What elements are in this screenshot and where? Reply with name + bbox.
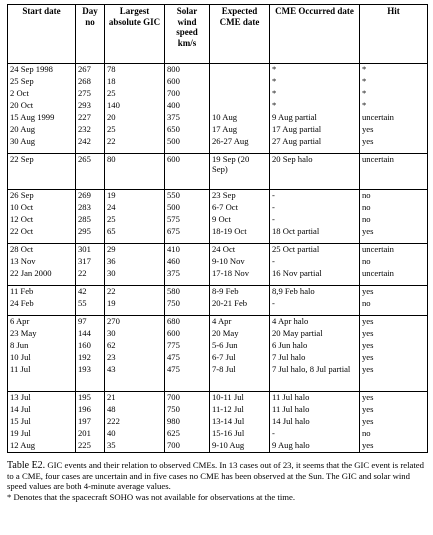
header-solar-wind-speed: Solar wind speed km/s — [165, 5, 210, 64]
table-row — [8, 244, 428, 257]
cell-day-no: 283 — [76, 202, 105, 214]
cell-solar-wind-speed: 375 — [165, 268, 210, 280]
table-row — [8, 268, 428, 280]
cell-hit: * — [360, 64, 428, 77]
cell-cme-occurred-date: 17 Aug partial — [270, 124, 360, 136]
cell-cme-occurred-date: - — [270, 214, 360, 226]
cell-start-date: 13 Jul — [8, 391, 76, 404]
cell-solar-wind-speed: 500 — [165, 202, 210, 214]
cell-day-no: 201 — [76, 428, 105, 440]
cell-largest-gic: 24 — [105, 202, 165, 214]
table-body — [8, 64, 428, 453]
cell-start-date: 20 Oct — [8, 100, 76, 112]
cell-start-date: 30 Aug — [8, 136, 76, 148]
cell-day-no: 301 — [76, 244, 105, 257]
cell-start-date: 15 Jul — [8, 416, 76, 428]
table-row — [8, 440, 428, 453]
cell-start-date: 22 Sep — [8, 154, 76, 185]
cell-day-no: 227 — [76, 112, 105, 124]
cell-largest-gic: 78 — [105, 64, 165, 77]
cell-expected-cme-date — [210, 76, 270, 88]
table-row — [8, 428, 428, 440]
cell-hit: no — [360, 202, 428, 214]
cell-start-date: 10 Oct — [8, 202, 76, 214]
cell-solar-wind-speed: 475 — [165, 364, 210, 386]
cell-largest-gic: 65 — [105, 226, 165, 238]
cell-hit: yes — [360, 391, 428, 404]
cell-cme-occurred-date: - — [270, 202, 360, 214]
cell-day-no: 293 — [76, 100, 105, 112]
cell-cme-occurred-date: * — [270, 64, 360, 77]
cell-solar-wind-speed: 460 — [165, 256, 210, 268]
cell-largest-gic: 25 — [105, 124, 165, 136]
cell-largest-gic: 25 — [105, 88, 165, 100]
cell-day-no: 22 — [76, 268, 105, 280]
cell-hit: yes — [360, 404, 428, 416]
header-hit: Hit — [360, 5, 428, 64]
cell-day-no: 225 — [76, 440, 105, 453]
cell-largest-gic: 30 — [105, 328, 165, 340]
cell-cme-occurred-date: 4 Apr halo — [270, 316, 360, 329]
cell-largest-gic: 222 — [105, 416, 165, 428]
table-row — [8, 316, 428, 329]
cell-start-date: 2 Oct — [8, 88, 76, 100]
cell-cme-occurred-date: 7 Jul halo — [270, 352, 360, 364]
cell-hit: yes — [360, 226, 428, 238]
cell-hit: * — [360, 76, 428, 88]
cell-cme-occurred-date: 20 Sep halo — [270, 154, 360, 185]
cell-day-no: 232 — [76, 124, 105, 136]
cell-solar-wind-speed: 600 — [165, 328, 210, 340]
table-row — [8, 112, 428, 124]
cell-expected-cme-date: 6-7 Jul — [210, 352, 270, 364]
cell-start-date: 11 Feb — [8, 286, 76, 299]
cell-start-date: 26 Sep — [8, 190, 76, 203]
cell-expected-cme-date: 18-19 Oct — [210, 226, 270, 238]
cell-expected-cme-date: 19 Sep (20 Sep) — [210, 154, 270, 185]
cell-expected-cme-date: 24 Oct — [210, 244, 270, 257]
cell-start-date: 19 Jul — [8, 428, 76, 440]
cell-start-date: 14 Jul — [8, 404, 76, 416]
caption-text: GIC events and their relation to observed CMEs. In 13 cases out of 23, it seems that the GIC event is related to a CME, four cases are uncertain and in five cases no CME has been observed at the Sun. The GIC and solar wind speed values are both 4-minute average values. — [7, 459, 424, 492]
cell-largest-gic: 43 — [105, 364, 165, 386]
table-row — [8, 364, 428, 386]
cell-hit: uncertain — [360, 244, 428, 257]
cell-cme-occurred-date: 14 Jul halo — [270, 416, 360, 428]
table-row — [8, 286, 428, 299]
cell-largest-gic: 29 — [105, 244, 165, 257]
table-row — [8, 124, 428, 136]
table-row — [8, 64, 428, 77]
table-row — [8, 76, 428, 88]
cell-day-no: 267 — [76, 64, 105, 77]
table-row — [8, 256, 428, 268]
cell-solar-wind-speed: 750 — [165, 298, 210, 310]
cell-start-date: 11 Jul — [8, 364, 76, 386]
cell-cme-occurred-date: 6 Jun halo — [270, 340, 360, 352]
cell-hit: yes — [360, 340, 428, 352]
table-row — [8, 154, 428, 185]
table-header-row — [8, 5, 428, 64]
cell-day-no: 285 — [76, 214, 105, 226]
caption-footnote: * Denotes that the spacecraft SOHO was not available for observations at the time. — [7, 491, 296, 502]
cell-solar-wind-speed: 600 — [165, 154, 210, 185]
cell-day-no: 42 — [76, 286, 105, 299]
cell-cme-occurred-date: 18 Oct partial — [270, 226, 360, 238]
cell-hit: yes — [360, 416, 428, 428]
cell-expected-cme-date — [210, 88, 270, 100]
cell-start-date: 12 Aug — [8, 440, 76, 453]
cell-solar-wind-speed: 800 — [165, 64, 210, 77]
cell-expected-cme-date: 6-7 Oct — [210, 202, 270, 214]
header-largest-gic: Largest absolute GIC — [105, 5, 165, 64]
cell-cme-occurred-date: 9 Aug halo — [270, 440, 360, 453]
cell-start-date: 8 Jun — [8, 340, 76, 352]
cell-largest-gic: 18 — [105, 76, 165, 88]
cell-largest-gic: 36 — [105, 256, 165, 268]
cell-day-no: 265 — [76, 154, 105, 185]
cell-hit: yes — [360, 136, 428, 148]
cell-cme-occurred-date: 20 May partial — [270, 328, 360, 340]
cell-expected-cme-date: 10 Aug — [210, 112, 270, 124]
cell-day-no: 295 — [76, 226, 105, 238]
table-row — [8, 328, 428, 340]
cell-solar-wind-speed: 410 — [165, 244, 210, 257]
cell-largest-gic: 270 — [105, 316, 165, 329]
cell-start-date: 25 Sep — [8, 76, 76, 88]
cell-expected-cme-date: 9-10 Aug — [210, 440, 270, 453]
table-row — [8, 416, 428, 428]
cell-cme-occurred-date: * — [270, 88, 360, 100]
cell-largest-gic: 80 — [105, 154, 165, 185]
cell-hit: yes — [360, 328, 428, 340]
cell-cme-occurred-date: 7 Jul halo, 8 Jul partial — [270, 364, 360, 386]
cell-expected-cme-date: 8-9 Feb — [210, 286, 270, 299]
table-row — [8, 190, 428, 203]
cell-day-no: 317 — [76, 256, 105, 268]
cell-start-date: 22 Oct — [8, 226, 76, 238]
cell-hit: * — [360, 88, 428, 100]
cell-start-date: 20 Aug — [8, 124, 76, 136]
cell-hit: yes — [360, 364, 428, 386]
cell-largest-gic: 20 — [105, 112, 165, 124]
table-caption — [7, 460, 427, 503]
cell-solar-wind-speed: 580 — [165, 286, 210, 299]
table-row — [8, 202, 428, 214]
table-row — [8, 298, 428, 310]
cell-cme-occurred-date: 27 Aug partial — [270, 136, 360, 148]
caption-label: Table E2. — [7, 459, 46, 471]
cell-day-no: 160 — [76, 340, 105, 352]
cell-expected-cme-date: 17 Aug — [210, 124, 270, 136]
cell-solar-wind-speed: 575 — [165, 214, 210, 226]
cell-expected-cme-date: 10-11 Jul — [210, 391, 270, 404]
cell-cme-occurred-date: 11 Jul halo — [270, 404, 360, 416]
cell-hit: uncertain — [360, 268, 428, 280]
cell-start-date: 23 May — [8, 328, 76, 340]
cell-day-no: 242 — [76, 136, 105, 148]
cell-largest-gic: 23 — [105, 352, 165, 364]
cell-expected-cme-date: 11-12 Jul — [210, 404, 270, 416]
cell-largest-gic: 48 — [105, 404, 165, 416]
cell-expected-cme-date — [210, 64, 270, 77]
cell-cme-occurred-date: - — [270, 298, 360, 310]
cell-solar-wind-speed: 625 — [165, 428, 210, 440]
cell-expected-cme-date — [210, 100, 270, 112]
cell-expected-cme-date: 17-18 Nov — [210, 268, 270, 280]
cell-cme-occurred-date: 9 Aug partial — [270, 112, 360, 124]
cell-day-no: 268 — [76, 76, 105, 88]
cell-day-no: 193 — [76, 364, 105, 386]
cell-hit: yes — [360, 286, 428, 299]
cell-day-no: 55 — [76, 298, 105, 310]
cell-hit: no — [360, 298, 428, 310]
table-row — [8, 404, 428, 416]
cell-expected-cme-date: 5-6 Jun — [210, 340, 270, 352]
cell-expected-cme-date: 7-8 Jul — [210, 364, 270, 386]
cell-largest-gic: 40 — [105, 428, 165, 440]
cell-day-no: 144 — [76, 328, 105, 340]
cell-solar-wind-speed: 980 — [165, 416, 210, 428]
cell-day-no: 192 — [76, 352, 105, 364]
cell-largest-gic: 35 — [105, 440, 165, 453]
table-row — [8, 391, 428, 404]
cell-hit: yes — [360, 440, 428, 453]
table-row — [8, 100, 428, 112]
cell-start-date: 12 Oct — [8, 214, 76, 226]
cell-solar-wind-speed: 700 — [165, 88, 210, 100]
cell-expected-cme-date: 13-14 Jul — [210, 416, 270, 428]
table-row — [8, 88, 428, 100]
cell-solar-wind-speed: 500 — [165, 136, 210, 148]
cell-solar-wind-speed: 375 — [165, 112, 210, 124]
cell-solar-wind-speed: 680 — [165, 316, 210, 329]
cell-hit: uncertain — [360, 154, 428, 185]
cell-solar-wind-speed: 650 — [165, 124, 210, 136]
table-row — [8, 214, 428, 226]
cell-solar-wind-speed: 475 — [165, 352, 210, 364]
cell-largest-gic: 19 — [105, 190, 165, 203]
cell-solar-wind-speed: 550 — [165, 190, 210, 203]
cell-largest-gic: 19 — [105, 298, 165, 310]
cell-expected-cme-date: 15-16 Jul — [210, 428, 270, 440]
cell-cme-occurred-date: * — [270, 100, 360, 112]
cell-hit: yes — [360, 316, 428, 329]
cell-expected-cme-date: 20-21 Feb — [210, 298, 270, 310]
cell-hit: yes — [360, 124, 428, 136]
cell-solar-wind-speed: 600 — [165, 76, 210, 88]
cell-cme-occurred-date: 11 Jul halo — [270, 391, 360, 404]
document — [7, 4, 427, 502]
cell-solar-wind-speed: 400 — [165, 100, 210, 112]
cell-day-no: 195 — [76, 391, 105, 404]
header-day-no: Day no — [76, 5, 105, 64]
table-row — [8, 226, 428, 238]
cell-start-date: 24 Feb — [8, 298, 76, 310]
cell-hit: no — [360, 214, 428, 226]
cell-day-no: 196 — [76, 404, 105, 416]
cell-hit: * — [360, 100, 428, 112]
cell-largest-gic: 62 — [105, 340, 165, 352]
cell-hit: no — [360, 190, 428, 203]
cell-largest-gic: 25 — [105, 214, 165, 226]
cell-start-date: 10 Jul — [8, 352, 76, 364]
cell-cme-occurred-date: 16 Nov partial — [270, 268, 360, 280]
cell-expected-cme-date: 20 May — [210, 328, 270, 340]
cell-start-date: 13 Nov — [8, 256, 76, 268]
table-row — [8, 136, 428, 148]
header-start-date: Start date — [8, 5, 76, 64]
cell-expected-cme-date: 23 Sep — [210, 190, 270, 203]
cell-hit: no — [360, 428, 428, 440]
cell-cme-occurred-date: 8,9 Feb halo — [270, 286, 360, 299]
header-cme-occurred-date: CME Occurred date — [270, 5, 360, 64]
header-expected-cme-date: Expected CME date — [210, 5, 270, 64]
cell-day-no: 275 — [76, 88, 105, 100]
table-row — [8, 340, 428, 352]
table-row — [8, 352, 428, 364]
cell-largest-gic: 22 — [105, 136, 165, 148]
cell-largest-gic: 140 — [105, 100, 165, 112]
cell-day-no: 197 — [76, 416, 105, 428]
cell-cme-occurred-date: - — [270, 190, 360, 203]
cell-cme-occurred-date: * — [270, 76, 360, 88]
cell-cme-occurred-date: - — [270, 428, 360, 440]
cell-hit: no — [360, 256, 428, 268]
cell-start-date: 28 Oct — [8, 244, 76, 257]
cell-day-no: 97 — [76, 316, 105, 329]
cell-start-date: 6 Apr — [8, 316, 76, 329]
cell-expected-cme-date: 26-27 Aug — [210, 136, 270, 148]
cell-hit: uncertain — [360, 112, 428, 124]
cell-start-date: 15 Aug 1999 — [8, 112, 76, 124]
cell-solar-wind-speed: 775 — [165, 340, 210, 352]
cell-solar-wind-speed: 675 — [165, 226, 210, 238]
cell-solar-wind-speed: 700 — [165, 391, 210, 404]
cell-largest-gic: 21 — [105, 391, 165, 404]
cell-day-no: 269 — [76, 190, 105, 203]
cell-cme-occurred-date: 25 Oct partial — [270, 244, 360, 257]
cell-start-date: 24 Sep 1998 — [8, 64, 76, 77]
cell-expected-cme-date: 4 Apr — [210, 316, 270, 329]
cell-hit: yes — [360, 352, 428, 364]
cell-solar-wind-speed: 750 — [165, 404, 210, 416]
cell-expected-cme-date: 9-10 Nov — [210, 256, 270, 268]
cell-start-date: 22 Jan 2000 — [8, 268, 76, 280]
gic-events-table — [7, 4, 428, 453]
cell-largest-gic: 22 — [105, 286, 165, 299]
cell-expected-cme-date: 9 Oct — [210, 214, 270, 226]
cell-solar-wind-speed: 700 — [165, 440, 210, 453]
cell-largest-gic: 30 — [105, 268, 165, 280]
cell-cme-occurred-date: - — [270, 256, 360, 268]
